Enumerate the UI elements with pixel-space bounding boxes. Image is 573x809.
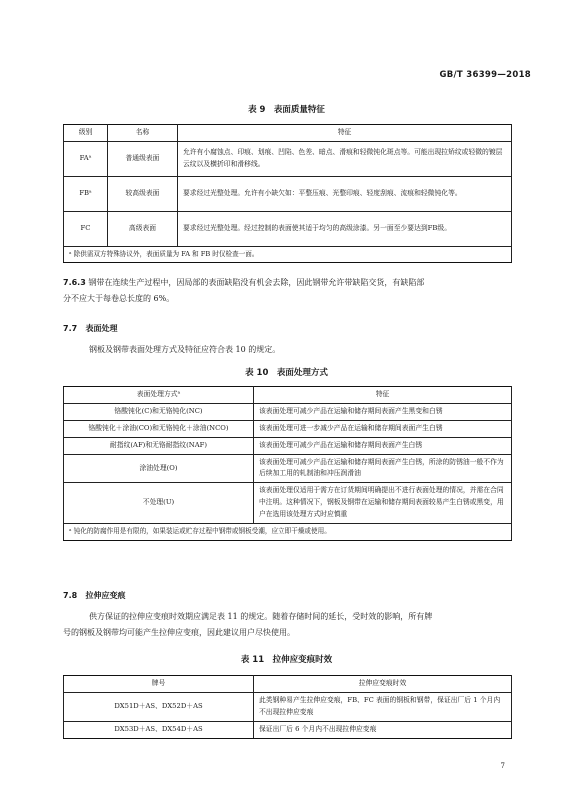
table11-aging: 此类钢种易产生拉伸应变痕，FB、FC 表面的钢板和钢带，保证出厂后 1 个月内不出现拉伸应变痕: [254, 692, 512, 721]
table10-note: ᵃ 钝化的防腐作用是有限的，如果装运或贮存过程中钢带或钢板受潮，应立即干燥或使用。: [64, 524, 512, 541]
table10-feature: 该表面处理可减少产品在运输和储存期间表面产生黑变和白锈: [254, 403, 512, 420]
table9-name: 普通级表面: [108, 141, 178, 176]
table11-grade: DX53D＋AS、DX54D＋AS: [64, 721, 254, 738]
table9-header-feature: 特征: [178, 125, 512, 142]
table9-header-name: 名称: [108, 125, 178, 142]
paragraph-7-6-3: [63, 275, 513, 306]
table9-name: 较高级表面: [108, 176, 178, 211]
section-number: 7.8: [63, 591, 78, 600]
table9-level: FBᵃ: [64, 176, 108, 211]
paragraph-text: 钢带在连续生产过程中，因局部的表面缺陷没有机会去除，因此钢带允许带缺陷交货，有缺陷部: [88, 278, 425, 287]
section-7-8-heading: [63, 590, 126, 601]
table11-grade: DX51D＋AS、DX52D＋AS: [64, 692, 254, 721]
table9-name: 高级表面: [108, 211, 178, 246]
section-number: 7.6.3: [63, 278, 86, 287]
table-row: [64, 403, 512, 420]
paragraph-text: 号的钢板及钢带均可能产生拉伸应变痕，因此建议用户尽快使用。: [63, 627, 295, 637]
table-row: [64, 454, 512, 483]
section-title: 表面处理: [85, 324, 118, 333]
table10-header-method: 表面处理方式ᵃ: [64, 387, 254, 404]
table11: [63, 675, 512, 739]
table10-title: 表 10 表面处理方式: [245, 368, 328, 378]
table9-feature: 要求经过光整处理。经过控制的表面使其适于均匀的高级涂漆。另一面至少要达到FB级。: [178, 211, 512, 246]
table10-method: 涂油处理(O): [64, 454, 254, 483]
table-row: [64, 692, 512, 721]
section-7-8-text: [63, 609, 513, 640]
standard-number-header: GB/T 36399—2018: [439, 70, 531, 80]
table9-level: FAᵃ: [64, 141, 108, 176]
table9-header-level: 级别: [64, 125, 108, 142]
section-title: 拉伸应变痕: [85, 591, 126, 600]
table9-level: FC: [64, 211, 108, 246]
table-row: [64, 483, 512, 524]
table10-method: 铬酸钝化＋涂油(CO)和无铬钝化＋涂油(NCO): [64, 420, 254, 437]
table10-method: 耐指纹(AF)和无铬耐指纹(NAF): [64, 437, 254, 454]
table-row: [64, 437, 512, 454]
section-7-7-text: 钢板及钢带表面处理方式及特征应符合表 10 的规定。: [89, 345, 281, 354]
table-row: [64, 420, 512, 437]
table11-header-aging: 拉伸应变痕时效: [254, 676, 512, 693]
table10-feature: 该表面处理可减少产品在运输和储存期间表面产生白锈，所涂的防锈油一般不作为后续加工用的轧制油和冲压润滑油: [254, 454, 512, 483]
table10: [63, 386, 512, 541]
table9: [63, 124, 512, 263]
table10-method: 铬酸钝化(C)和无铬钝化(NC): [64, 403, 254, 420]
table9-title: 表 9 表面质量特征: [248, 105, 325, 115]
table11-aging: 保证出厂后 6 个月内不出现拉伸应变痕: [254, 721, 512, 738]
table10-feature: 该表面处理仅适用于需方在订货期间明确提出不进行表面处理的情况，并需在合同中注明。这种情况下，钢板及钢带在运输和储存期间表面较易产生白锈或黑变，用户在选用该处理方式时应慎重: [254, 483, 512, 524]
paragraph-text: 分不应大于每卷总长度的 6%。: [63, 293, 175, 303]
table11-header-grade: 牌号: [64, 676, 254, 693]
section-7-7-heading: [63, 323, 118, 334]
table10-feature: 该表面处理可进一步减少产品在运输和储存期间表面产生白锈: [254, 420, 512, 437]
table11-title: 表 11 拉伸应变痕时效: [240, 655, 333, 665]
table9-feature: 要求经过光整处理。允许有小缺欠如：平整压痕、光整印痕、轻度刮痕、流痕和轻微钝化等。: [178, 176, 512, 211]
table10-method: 不处理(U): [64, 483, 254, 524]
paragraph-text: 供方保证的拉伸应变痕时效期应满足表 11 的规定。随着存储时间的延长，受时效的影响，所有牌: [89, 612, 433, 621]
section-number: 7.7: [63, 324, 78, 333]
table-row: [64, 721, 512, 738]
table9-note: ᵃ 除供需双方特殊协议外，表面质量为 FA 和 FB 时仅检查一面。: [64, 246, 512, 263]
page-number: 7: [500, 762, 505, 770]
table-row: [64, 141, 512, 176]
table-row: [64, 176, 512, 211]
table10-feature: 该表面处理可减少产品在运输和储存期间表面产生白锈: [254, 437, 512, 454]
table9-feature: 允许有小腐蚀点、印痕、划痕、凹陷、色差、暗点、滑痕和轻微钝化斑点等。可能出现拉矫纹或轻微的镀层云纹以及横折印和滑移线。: [178, 141, 512, 176]
table10-header-feature: 特征: [254, 387, 512, 404]
table-row: [64, 211, 512, 246]
